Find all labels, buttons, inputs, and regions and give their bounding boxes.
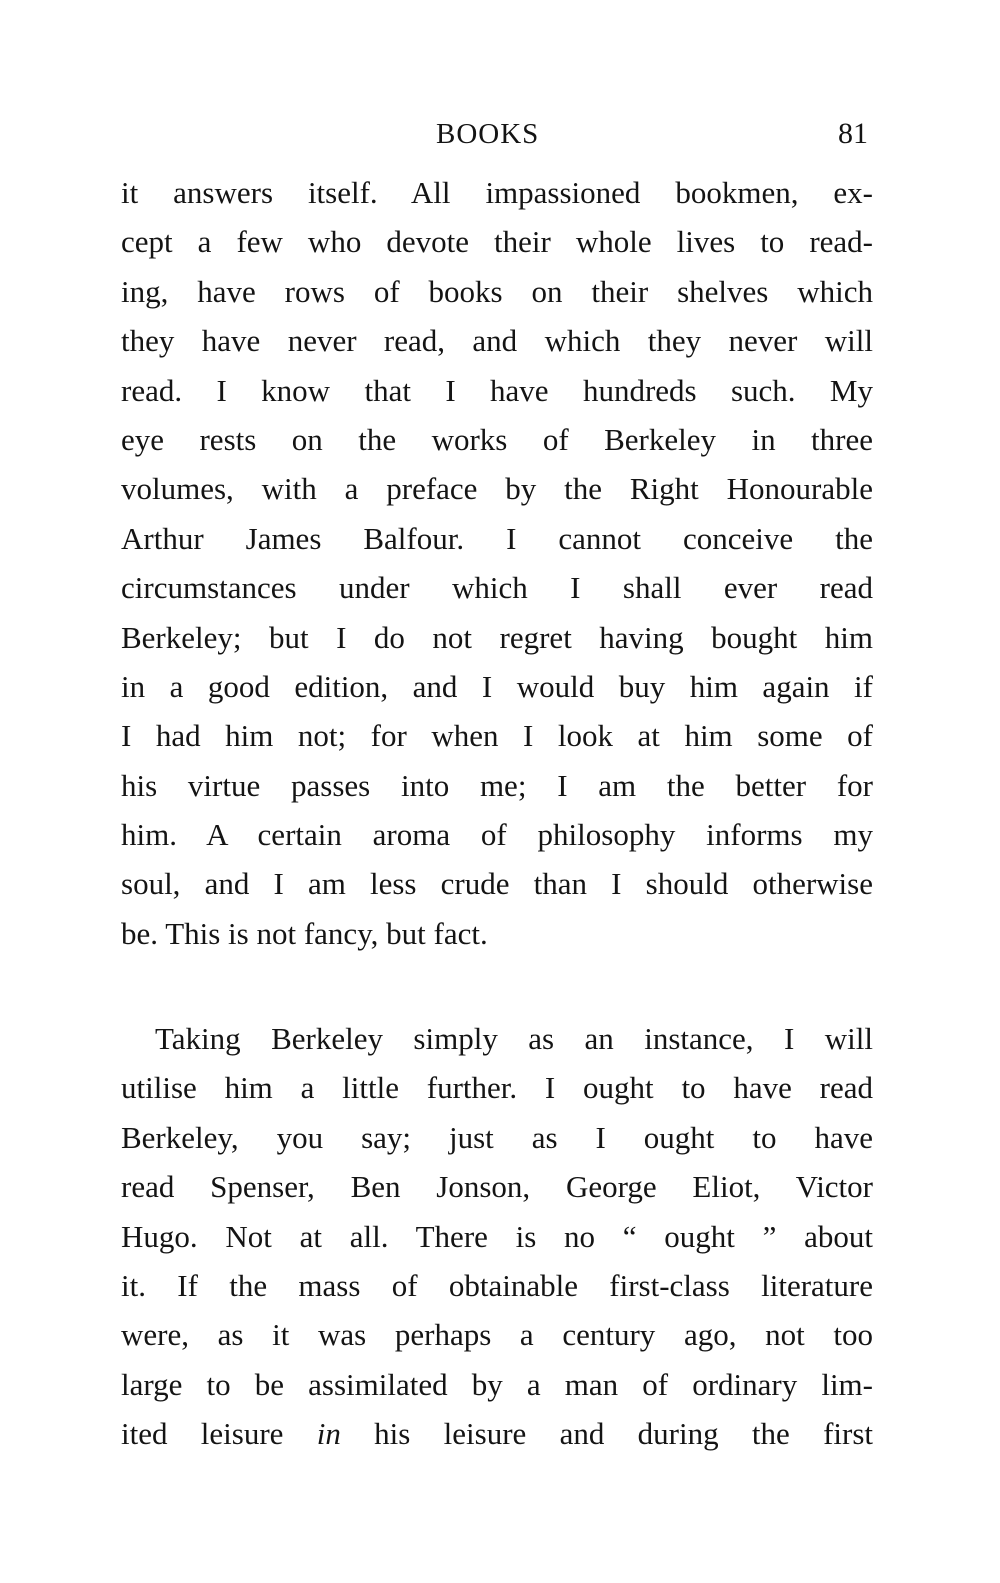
- text-line: Berkeley; but I do not regret having bought him: [121, 619, 873, 655]
- text-line: his virtue passes into me; I am the better for: [121, 767, 873, 803]
- text-line: Taking Berkeley simply as an instance, I will: [155, 1021, 873, 1056]
- running-head-title: BOOKS: [436, 118, 540, 150]
- text-line: I had him not; for when I look at him some of: [121, 718, 873, 754]
- paragraph: [121, 168, 873, 958]
- text-line: utilise him a little further. I ought to have read: [121, 1070, 873, 1106]
- text-line: read. I know that I have hundreds such. My: [121, 372, 873, 408]
- text-line: Berkeley, you say; just as I ought to have: [121, 1119, 873, 1155]
- text-run: his leisure and during the first: [340, 1416, 873, 1452]
- text-line: they have never read, and which they never will: [121, 323, 873, 359]
- text-line: soul, and I am less crude than I should otherwise: [121, 866, 873, 902]
- text-line: [121, 1409, 873, 1458]
- text-line: were, as it was perhaps a century ago, not too: [121, 1317, 873, 1353]
- text-line: eye rests on the works of Berkeley in three: [121, 421, 873, 457]
- text-line: volumes, with a preface by the Right Honourable: [121, 471, 873, 507]
- text-line: be. This is not fancy, but fact.: [121, 915, 488, 951]
- text-line: cept a few who devote their whole lives to read-: [121, 224, 873, 260]
- page-number: 81: [838, 117, 868, 150]
- text-line: read Spenser, Ben Jonson, George Eliot, Victor: [121, 1169, 873, 1205]
- text-line: him. A certain aroma of philosophy informs my: [121, 817, 873, 853]
- text-line: it. If the mass of obtainable first-class literature: [121, 1267, 873, 1303]
- text-line: Hugo. Not at all. There is no “ ought ” about: [121, 1218, 873, 1254]
- text-line: it answers itself. All impassioned bookmen, ex-: [121, 175, 873, 210]
- text-line: large to be assimilated by a man of ordinary lim-: [121, 1366, 873, 1402]
- text-line: Arthur James Balfour. I cannot conceive the: [121, 520, 873, 556]
- text-line: in a good edition, and I would buy him again if: [121, 668, 873, 704]
- italic-word: in: [316, 1416, 341, 1452]
- running-head: [0, 114, 1000, 154]
- text-line: circumstances under which I shall ever read: [121, 570, 873, 606]
- text-line: ing, have rows of books on their shelves which: [121, 273, 873, 309]
- paragraph: [121, 1014, 873, 1459]
- text-run: ited leisure: [121, 1416, 317, 1452]
